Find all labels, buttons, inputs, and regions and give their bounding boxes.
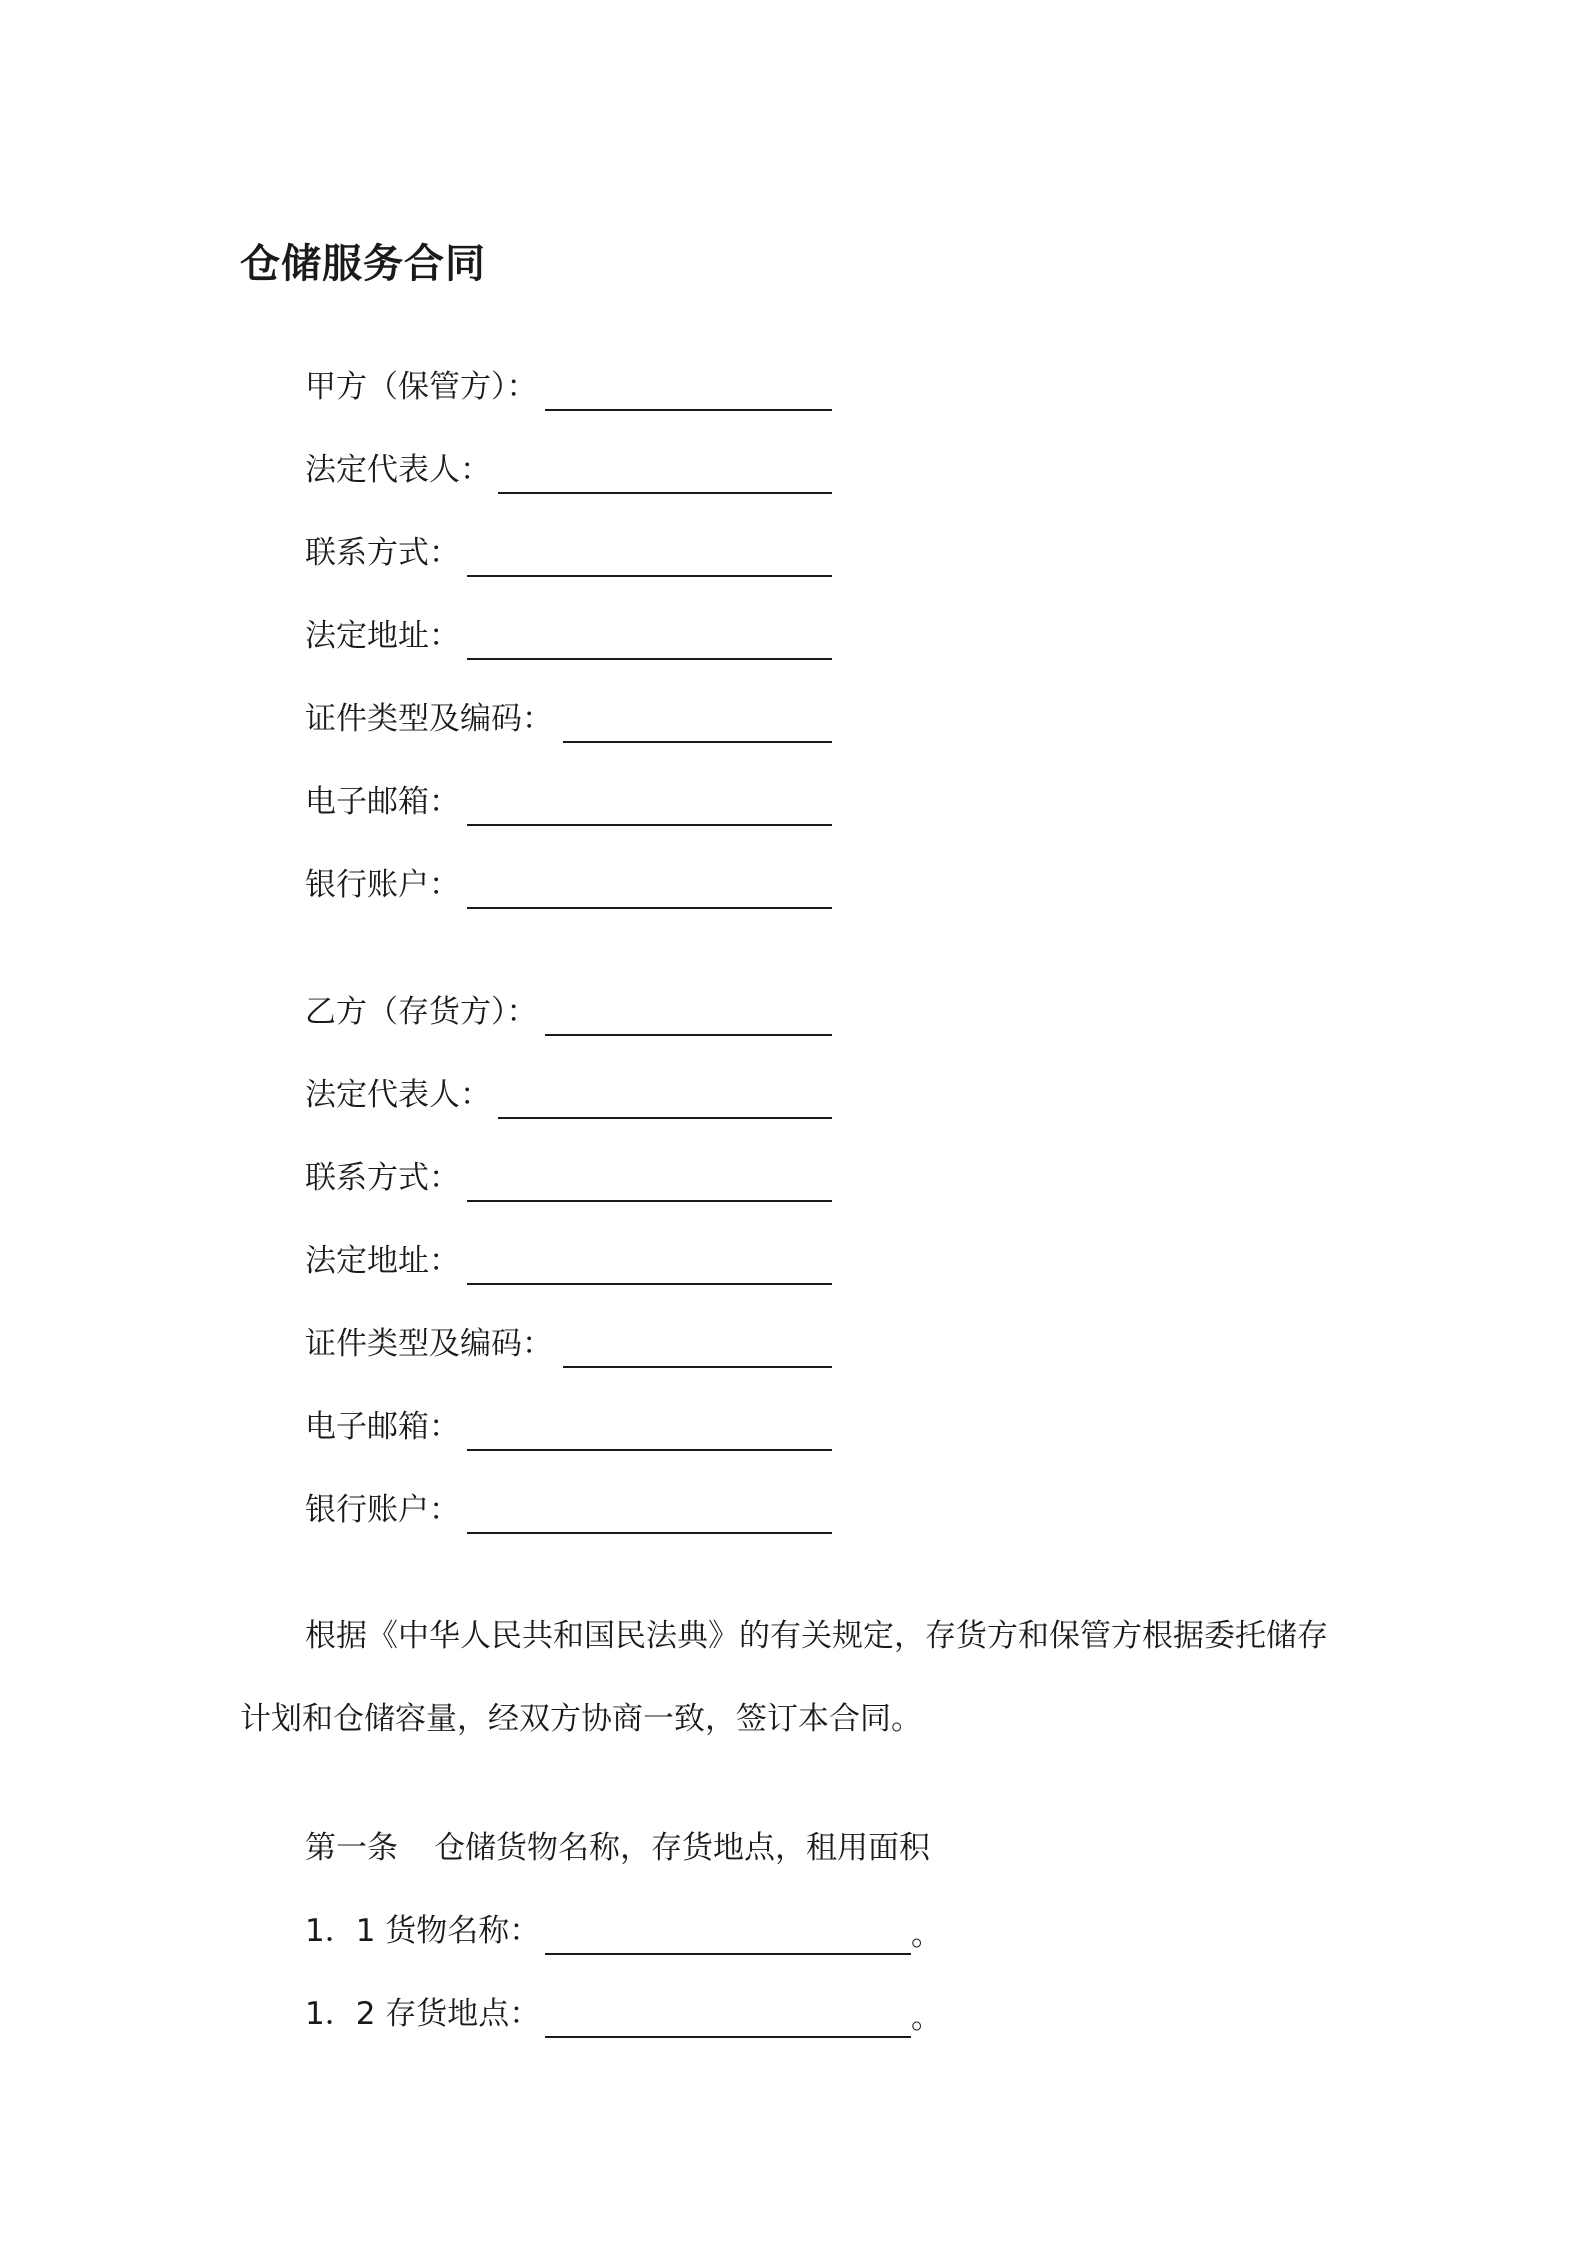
party-a-email-field [305,780,460,824]
fill-in-line[interactable] [467,1532,832,1534]
storage-location-field [305,1992,942,2036]
field-label: 1．2 存货地点： [305,1996,541,2032]
party-a-bank-field [305,863,460,907]
field-label: 银行账户： [305,1492,460,1528]
field-label: 证件类型及编码： [305,1326,553,1362]
field-label: 甲方（保管方）： [305,369,538,405]
party-b-name-field [305,990,538,1034]
fill-in-line[interactable] [563,1366,832,1368]
fill-in-line[interactable] [467,1449,832,1451]
preamble-line-2: 计划和仓储容量，经双方协商一致，签订本合同。 [240,1701,922,1737]
field-label: 法定地址： [305,618,460,654]
party-b-legal-rep-field [305,1073,491,1117]
party-a-legal-rep-field [305,448,491,492]
party-b-bank-field [305,1488,460,1532]
field-label: 联系方式： [305,535,460,571]
party-b-id-field [305,1322,553,1366]
field-label: 电子邮箱： [305,1409,460,1445]
field-label: 法定地址： [305,1243,460,1279]
party-a-id-field [305,697,553,741]
party-b-contact-field [305,1156,460,1200]
fill-in-line[interactable] [498,1117,832,1119]
field-label: 证件类型及编码： [305,701,553,737]
field-label: 1．1 货物名称： [305,1913,541,1949]
fill-in-line[interactable] [545,1953,911,1955]
fill-in-line[interactable] [467,1200,832,1202]
fill-in-line[interactable] [545,2036,911,2038]
field-label: 电子邮箱： [305,784,460,820]
document-title: 仓储服务合同 [240,241,486,287]
party-a-address-field [305,614,460,658]
party-a-contact-field [305,531,460,575]
article-1-heading [305,1826,930,1870]
fill-in-line[interactable] [498,492,832,494]
field-suffix: 。 [911,2000,942,2036]
field-label: 联系方式： [305,1160,460,1196]
fill-in-line[interactable] [467,658,832,660]
preamble-line-1: 根据《中华人民共和国民法典》的有关规定，存货方和保管方根据委托储存 [305,1618,1328,1654]
fill-in-line[interactable] [545,409,832,411]
fill-in-line[interactable] [467,824,832,826]
fill-in-line[interactable] [545,1034,832,1036]
fill-in-line[interactable] [467,575,832,577]
goods-name-field [305,1909,942,1953]
article-number: 第一条 [305,1830,398,1866]
field-label: 银行账户： [305,867,460,903]
article-title: 仓储货物名称，存货地点，租用面积 [434,1830,930,1866]
field-suffix: 。 [911,1917,942,1953]
party-b-email-field [305,1405,460,1449]
fill-in-line[interactable] [563,741,832,743]
party-a-name-field [305,365,538,409]
party-b-address-field [305,1239,460,1283]
fill-in-line[interactable] [467,1283,832,1285]
field-label: 法定代表人： [305,1077,491,1113]
field-label: 乙方（存货方）： [305,994,538,1030]
field-label: 法定代表人： [305,452,491,488]
fill-in-line[interactable] [467,907,832,909]
